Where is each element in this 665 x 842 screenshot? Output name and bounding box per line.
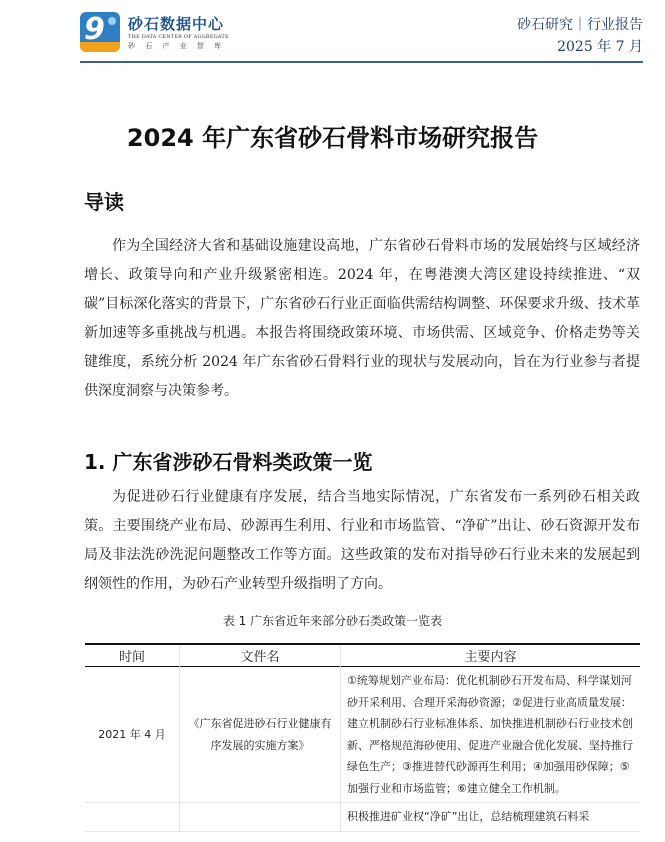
table-row [85, 667, 640, 803]
table-row [85, 803, 640, 832]
section1-heading: 1. 广东省涉砂石骨料类政策一览 [84, 450, 373, 474]
logo-subtitle: 砂 石 产 业 智 库 [128, 42, 226, 50]
cell-content: 积极推进矿业权“净矿”出让，总结梳理建筑石料采 [341, 803, 641, 832]
cell-time [85, 803, 180, 832]
logo-name-en: THE DATA CENTER OF AGGREGATE [128, 34, 229, 40]
page-header [0, 0, 665, 66]
column-header-file: 文件名 [180, 644, 341, 667]
logo-icon [80, 12, 120, 52]
cell-time: 2021 年 4 月 [98, 727, 166, 741]
logo-dot [108, 17, 116, 25]
cell-content: ①统筹规划产业布局：优化机制砂石开发布局、科学谋划河砂开采利用、合理开采海砂资源；②促进行业高质量发展：建立机制砂石行业标准体系、加快推进机制砂石行业技术创新、严格规范海砂使用、促进产业融合优化发展、坚持推行绿色生产；③推进替代砂源再生利用；④加强用砂保障；⑤加强行业和市场监管；⑥建立健全工作机制。 [341, 667, 641, 803]
header-meta [517, 14, 643, 58]
logo [80, 10, 260, 58]
page-title: 2024 年广东省砂石骨料市场研究报告 [126, 124, 539, 152]
table-header-row [85, 644, 640, 667]
header-category: 砂石研究｜行业报告 [517, 17, 643, 33]
intro-paragraph: 作为全国经济大省和基础设施建设高地，广东省砂石骨料市场的发展始终与区域经济增长、政策导向和产业升级紧密相连。2024 年，在粤港澳大湾区建设持续推进、“双碳”目标深化落实的背景下，广东省砂石行业正面临供需结构调整、环保要求升级、技术革新加速等多重挑战与机遇。本报告将围绕政策环境、市场供需、区域竞争、价格走势等关键维度，系统分析 2024 年广东省砂石骨料行业的现状与发展动向，旨在为行业参与者提供深度洞察与决策参考。 [84, 238, 640, 399]
policy-table [85, 643, 640, 832]
intro-heading: 导读 [84, 190, 124, 214]
logo-swirl-glyph: 9 [84, 12, 105, 47]
header-rule [80, 61, 643, 63]
table-caption: 表 1 广东省近年来部分砂石类政策一览表 [222, 614, 443, 628]
header-date: 2025 年 7 月 [557, 39, 643, 55]
column-header-content: 主要内容 [341, 644, 641, 667]
section1-paragraph: 为促进砂石行业健康有序发展，结合当地实际情况，广东省发布一系列砂石相关政策。主要围绕产业布局、砂源再生利用、行业和市场监管、“净矿”出让、砂石资源开发布局及非法洗砂洗泥问题整改工作等方面。这些政策的发布对指导砂石行业未来的发展起到纲领性的作用，为砂石产业转型升级指明了方向。 [84, 489, 640, 592]
column-header-time: 时间 [118, 650, 145, 665]
logo-name-cn: 砂石数据中心 [128, 15, 225, 33]
cell-file: 《广东省促进砂石行业健康有序发展的实施方案》 [180, 667, 341, 803]
cell-file [180, 803, 341, 832]
